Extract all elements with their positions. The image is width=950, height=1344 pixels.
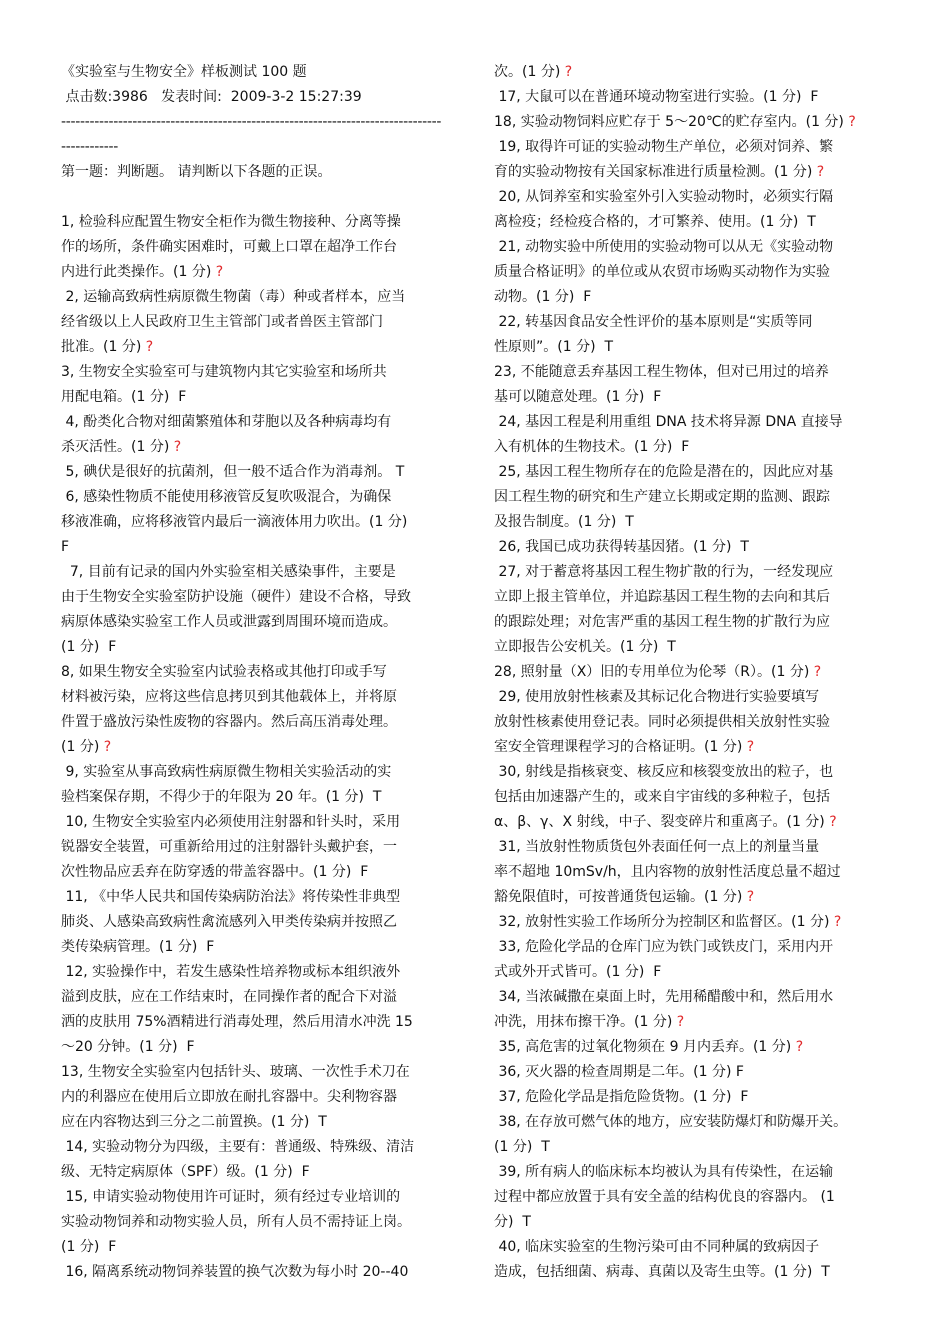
answer-mark: ? bbox=[564, 64, 573, 80]
question-text: 38, 在存放可燃气体的地方，应安装防爆灯和防爆开关。 bbox=[494, 1114, 848, 1130]
question-text: 26, 我国已成功获得转基因猪。(1 分) bbox=[494, 539, 741, 555]
question-text: 31, 当放射性物质货包外表面任何一点上的剂量当量 bbox=[494, 839, 820, 855]
question-line bbox=[494, 710, 898, 735]
question-text: 5, 碘伏是很好的抗菌剂，但一般不适合作为消毒剂。 bbox=[61, 464, 396, 480]
answer-mark: ? bbox=[746, 889, 755, 905]
question-text: 杀灭活性。(1 分) bbox=[61, 439, 174, 455]
question-line bbox=[61, 635, 459, 660]
question-line bbox=[494, 310, 898, 335]
question-line bbox=[61, 710, 459, 735]
question-text: 14, 实验动物分为四级，主要有：普通级、特殊级、清洁 bbox=[61, 1139, 415, 1155]
question-line bbox=[61, 435, 459, 460]
question-text: 8, 如果生物安全实验室内试验表格或其他打印或手写 bbox=[61, 664, 387, 680]
question-line bbox=[494, 335, 898, 360]
question-text: 经省级以上人民政府卫生主管部门或者兽医主管部门 bbox=[61, 314, 383, 330]
separator-line-tail: ------------ bbox=[61, 139, 119, 155]
question-line bbox=[494, 535, 898, 560]
question-line bbox=[494, 635, 898, 660]
question-item bbox=[61, 560, 459, 660]
question-text: 16, 隔离系统动物饲养装置的换气次数为每小时 20--40 bbox=[61, 1264, 409, 1280]
question-text: 移液准确，应将移液管内最后一滴液体用力吹出。(1 分) bbox=[61, 514, 408, 530]
answer-mark: ? bbox=[795, 1039, 804, 1055]
question-text: 32, 放射性实验工作场所分为控制区和监督区。(1 分) bbox=[494, 914, 834, 930]
question-line bbox=[494, 1135, 898, 1160]
answer-mark: ? bbox=[829, 814, 837, 830]
question-text: α、β、γ、X 射线，中子、裂变碎片和重离子。(1 分) bbox=[494, 814, 830, 830]
question-text: 34, 当浓碱撒在桌面上时，先用稀醋酸中和，然后用水 bbox=[494, 989, 834, 1005]
question-item bbox=[494, 360, 898, 410]
question-line bbox=[61, 735, 459, 760]
question-line bbox=[494, 110, 898, 135]
question-text: 24, 基因工程是利用重组 DNA 技术将异源 DNA 直接导 bbox=[494, 414, 843, 430]
question-line bbox=[61, 385, 459, 410]
answer-mark: ? bbox=[173, 439, 182, 455]
question-item bbox=[494, 910, 898, 935]
question-text: 11, 《中华人民共和国传染病防治法》将传染性非典型 bbox=[61, 889, 401, 905]
question-text: 级、无特定病原体（SPF）级。(1 分) bbox=[61, 1164, 302, 1180]
answer-mark: F bbox=[735, 1064, 744, 1080]
question-text: 6, 感染性物质不能使用移液管反复吹吸混合，为确保 bbox=[61, 489, 392, 505]
question-item bbox=[61, 1185, 459, 1260]
question-line bbox=[494, 510, 898, 535]
question-line bbox=[61, 960, 459, 985]
question-text: 40, 临床实验室的生物污染可由不同种属的致病因子 bbox=[494, 1239, 820, 1255]
question-text: 放射性核素使用登记表。同时必须提供相关放射性实验 bbox=[494, 714, 830, 730]
question-text: 20, 从饲养室和实验室外引入实验动物时，必须实行隔 bbox=[494, 189, 834, 205]
question-item bbox=[494, 185, 898, 235]
question-line bbox=[494, 1110, 898, 1135]
question-text: 28, 照射量（X）旧的专用单位为伦琴（R）。(1 分) bbox=[494, 664, 814, 680]
question-text: 病原体感染实验室工作人员或泄露到周围环境而造成。 bbox=[61, 614, 397, 630]
question-text: (1 分) bbox=[61, 639, 109, 655]
question-item bbox=[494, 985, 898, 1035]
question-line bbox=[494, 985, 898, 1010]
question-line bbox=[494, 185, 898, 210]
question-text: 4, 酚类化合物对细菌繁殖体和芽胞以及各种病毒均有 bbox=[61, 414, 392, 430]
question-line bbox=[61, 1235, 459, 1260]
question-text: ～20 分钟。(1 分) bbox=[61, 1039, 187, 1055]
question-item bbox=[494, 1035, 898, 1060]
answer-mark: F bbox=[178, 389, 187, 405]
question-line bbox=[494, 610, 898, 635]
question-text: 批准。(1 分) bbox=[61, 339, 146, 355]
question-line bbox=[61, 610, 459, 635]
right-column bbox=[494, 60, 898, 1285]
answer-mark: T bbox=[821, 1264, 830, 1280]
question-line bbox=[61, 835, 459, 860]
question-text: 验档案保存期，不得少于的年限为 20 年。(1 分) bbox=[61, 789, 373, 805]
question-line bbox=[61, 585, 459, 610]
question-text: 立即报告公安机关。(1 分) bbox=[494, 639, 668, 655]
answer-mark: T bbox=[541, 1139, 550, 1155]
question-text: 实验动物饲养和动物实验人员，所有人员不需持证上岗。 bbox=[61, 1214, 411, 1230]
question-text: 锐器安全装置，可重新给用过的注射器针头戴护套，一 bbox=[61, 839, 397, 855]
question-text: 因工程生物的研究和生产建立长期或定期的监测、跟踪 bbox=[494, 489, 830, 505]
question-line bbox=[61, 785, 459, 810]
question-text: 过程中都应放置于具有安全盖的结构优良的容器内。 (1 bbox=[494, 1189, 835, 1205]
question-item bbox=[61, 285, 459, 360]
answer-mark: T bbox=[604, 339, 613, 355]
question-line bbox=[61, 860, 459, 885]
question-text: 洒的皮肤用 75%酒精进行消毒处理，然后用清水冲洗 15 bbox=[61, 1014, 413, 1030]
question-line bbox=[61, 410, 459, 435]
question-text: 33, 危险化学品的仓库门应为铁门或铁皮门，采用内开 bbox=[494, 939, 834, 955]
question-line bbox=[494, 410, 898, 435]
answer-mark: ? bbox=[676, 1014, 685, 1030]
question-item bbox=[61, 1135, 459, 1185]
answer-mark: ? bbox=[145, 339, 154, 355]
question-line bbox=[494, 1160, 898, 1185]
question-item bbox=[494, 410, 898, 460]
question-item bbox=[61, 960, 459, 1060]
question-line bbox=[61, 1110, 459, 1135]
question-line bbox=[494, 585, 898, 610]
question-text: 27, 对于蓄意将基因工程生物扩散的行为，一经发现应 bbox=[494, 564, 834, 580]
question-text: 豁免限值时，可按普通货包运输。(1 分) bbox=[494, 889, 747, 905]
answer-mark: T bbox=[318, 1114, 327, 1130]
question-line bbox=[61, 510, 459, 535]
answer-mark: ? bbox=[215, 264, 224, 280]
answer-mark: ? bbox=[848, 114, 856, 130]
question-text: 包括由加速器产生的，或来自宇宙线的多种粒子，包括 bbox=[494, 789, 830, 805]
question-line bbox=[61, 460, 459, 485]
question-line bbox=[494, 1010, 898, 1035]
question-text: 次性物品应丢弃在防穿透的带盖容器中。(1 分) bbox=[61, 864, 361, 880]
question-line bbox=[494, 760, 898, 785]
question-text: 19, 取得许可证的实验动物生产单位，必须对饲养、繁 bbox=[494, 139, 834, 155]
question-item bbox=[494, 935, 898, 985]
question-line bbox=[61, 910, 459, 935]
answer-mark: ? bbox=[813, 664, 822, 680]
question-line bbox=[494, 1210, 898, 1235]
question-text: 入有机体的生物技术。(1 分) bbox=[494, 439, 682, 455]
question-item bbox=[61, 410, 459, 460]
question-text: 育的实验动物按有关国家标准进行质量检测。(1 分) bbox=[494, 164, 817, 180]
question-text: 及报告制度。(1 分) bbox=[494, 514, 626, 530]
question-item bbox=[494, 235, 898, 310]
question-text: 室安全管理课程学习的合格证明。(1 分) bbox=[494, 739, 747, 755]
answer-mark: ? bbox=[833, 914, 842, 930]
document-title: 《实验室与生物安全》样板测试 100 题 bbox=[61, 64, 307, 80]
question-text: 17, 大鼠可以在普通环境动物室进行实验。(1 分) bbox=[494, 89, 811, 105]
question-text: 39, 所有病人的临床标本均被认为具有传染性，在运输 bbox=[494, 1164, 834, 1180]
question-item bbox=[61, 885, 459, 960]
question-text: (1 分) bbox=[494, 1139, 542, 1155]
question-item bbox=[494, 660, 898, 685]
question-text: 分) bbox=[494, 1214, 523, 1230]
question-item bbox=[494, 1235, 898, 1285]
answer-mark: ? bbox=[816, 164, 825, 180]
question-text: 21, 动物实验中所使用的实验动物可以从无《实验动物 bbox=[494, 239, 834, 255]
question-line bbox=[494, 1235, 898, 1260]
question-item bbox=[494, 1110, 898, 1160]
question-text: 性原则”。(1 分) bbox=[494, 339, 605, 355]
question-text: (1 分) bbox=[61, 739, 104, 755]
answer-mark: F bbox=[108, 639, 117, 655]
question-line bbox=[61, 1010, 459, 1035]
question-line bbox=[61, 310, 459, 335]
answer-mark: F bbox=[740, 1089, 749, 1105]
question-text: 立即上报主管单位，并追踪基因工程生物的去向和其后 bbox=[494, 589, 830, 605]
question-item bbox=[494, 1060, 898, 1085]
question-text: 造成，包括细菌、病毒、真菌以及寄生虫等。(1 分) bbox=[494, 1264, 822, 1280]
question-line bbox=[494, 235, 898, 260]
question-line bbox=[61, 1260, 459, 1285]
question-line bbox=[61, 1085, 459, 1110]
question-text: 类传染病管理。(1 分) bbox=[61, 939, 207, 955]
answer-mark: F bbox=[583, 289, 592, 305]
question-line bbox=[494, 685, 898, 710]
question-line bbox=[494, 835, 898, 860]
question-item bbox=[494, 1160, 898, 1235]
answer-mark: F bbox=[681, 439, 690, 455]
answer-mark: F bbox=[301, 1164, 310, 1180]
question-item bbox=[61, 360, 459, 410]
question-line bbox=[494, 210, 898, 235]
question-text: 的跟踪处理；对危害严重的基因工程生物的扩散行为应 bbox=[494, 614, 830, 630]
question-item bbox=[494, 460, 898, 535]
answer-mark: T bbox=[395, 464, 405, 480]
question-item bbox=[494, 135, 898, 185]
question-item bbox=[61, 460, 459, 485]
question-line bbox=[61, 885, 459, 910]
question-line bbox=[61, 535, 459, 560]
answer-mark: F bbox=[653, 389, 662, 405]
answer-mark: F bbox=[360, 864, 369, 880]
question-item bbox=[61, 485, 459, 560]
question-text: 9, 实验室从事高致病性病原微生物相关实验活动的实 bbox=[61, 764, 392, 780]
question-text: 10, 生物安全实验室内必须使用注射器和针头时，采用 bbox=[61, 814, 401, 830]
question-line bbox=[494, 460, 898, 485]
question-text: 18, 实验动物饲料应贮存于 5～20℃的贮存室内。(1 分) bbox=[494, 114, 849, 130]
question-text: 29, 使用放射性核素及其标记化合物进行实验要填写 bbox=[494, 689, 820, 705]
answer-mark: T bbox=[625, 514, 634, 530]
question-item bbox=[494, 85, 898, 110]
question-text: 2, 运输高致病性病原微生物菌（毒）种或者样本，应当 bbox=[61, 289, 406, 305]
question-line bbox=[494, 660, 898, 685]
question-text: 基可以随意处理。(1 分) bbox=[494, 389, 654, 405]
question-text: 23, 不能随意丢弃基因工程生物体，但对已用过的培养 bbox=[494, 364, 829, 380]
question-item bbox=[61, 760, 459, 810]
question-item bbox=[61, 1260, 459, 1285]
question-text: 7, 目前有记录的国内外实验室相关感染事件，主要是 bbox=[61, 564, 396, 580]
question-line bbox=[494, 735, 898, 760]
question-line bbox=[61, 485, 459, 510]
question-line bbox=[61, 1035, 459, 1060]
answer-mark: T bbox=[372, 789, 382, 805]
question-list-right bbox=[494, 60, 898, 1285]
question-line bbox=[61, 810, 459, 835]
question-item bbox=[494, 560, 898, 660]
question-line bbox=[61, 285, 459, 310]
question-item bbox=[494, 835, 898, 910]
question-line bbox=[494, 60, 898, 85]
question-line bbox=[494, 860, 898, 885]
answer-mark: ? bbox=[746, 739, 755, 755]
question-text: 溢到皮肤，应在工作结束时，在同操作者的配合下对溢 bbox=[61, 989, 397, 1005]
question-text: 12, 实验操作中，若发生感染性培养物或标本组织液外 bbox=[61, 964, 401, 980]
question-line bbox=[61, 235, 459, 260]
question-text: 15, 申请实验动物使用许可证时，须有经过专业培训的 bbox=[61, 1189, 401, 1205]
left-column bbox=[61, 60, 459, 1285]
question-item bbox=[494, 110, 898, 135]
question-line bbox=[494, 285, 898, 310]
question-text: 30, 射线是指核衰变、核反应和核裂变放出的粒子，也 bbox=[494, 764, 834, 780]
question-text: 25, 基因工程生物所存在的危险是潜在的，因此应对基 bbox=[494, 464, 834, 480]
answer-mark: F bbox=[810, 89, 819, 105]
question-line bbox=[494, 1185, 898, 1210]
answer-mark: T bbox=[807, 214, 816, 230]
answer-mark: F bbox=[653, 964, 662, 980]
question-line bbox=[494, 85, 898, 110]
answer-mark: T bbox=[740, 539, 749, 555]
question-text: 率不超地 10mSv/h，且内容物的放射性活度总量不超过 bbox=[494, 864, 841, 880]
question-item bbox=[61, 660, 459, 760]
question-line bbox=[494, 1060, 898, 1085]
question-item bbox=[494, 60, 898, 85]
question-text: 肺炎、人感染高致病性禽流感列入甲类传染病并按照乙 bbox=[61, 914, 397, 930]
question-line bbox=[494, 785, 898, 810]
answer-mark: T bbox=[667, 639, 676, 655]
question-item bbox=[494, 685, 898, 760]
question-line bbox=[61, 660, 459, 685]
question-item bbox=[494, 1085, 898, 1110]
question-line bbox=[494, 960, 898, 985]
question-line bbox=[494, 1035, 898, 1060]
question-line bbox=[61, 685, 459, 710]
question-text: 36, 灭火器的检查周期是二年。(1 分) bbox=[494, 1064, 736, 1080]
question-line bbox=[61, 1185, 459, 1210]
question-text: 37, 危险化学品是指危险货物。(1 分) bbox=[494, 1089, 741, 1105]
question-text: 应在内容物达到三分之二前置换。(1 分) bbox=[61, 1114, 319, 1130]
question-line bbox=[61, 360, 459, 385]
question-line bbox=[494, 435, 898, 460]
question-text: 次。(1 分) bbox=[494, 64, 565, 80]
question-text: 用配电箱。(1 分) bbox=[61, 389, 179, 405]
answer-mark: F bbox=[206, 939, 215, 955]
question-text: 动物。(1 分) bbox=[494, 289, 584, 305]
question-line bbox=[494, 810, 898, 835]
question-text: 13, 生物安全实验室内包括针头、玻璃、一次性手术刀在 bbox=[61, 1064, 410, 1080]
question-text: 由于生物安全实验室防护设施（硬件）建设不合格，导致 bbox=[61, 589, 411, 605]
question-line bbox=[61, 1160, 459, 1185]
question-line bbox=[61, 935, 459, 960]
separator-line: -------------------------------------------------------------------------------- bbox=[61, 114, 442, 130]
question-text: 件置于盛放污染性废物的容器内。然后高压消毒处理。 bbox=[61, 714, 397, 730]
question-line bbox=[61, 260, 459, 285]
question-item bbox=[494, 310, 898, 360]
question-text: 材料被污染，应将这些信息拷贝到其他载体上，并将原 bbox=[61, 689, 397, 705]
question-text: 3, 生物安全实验室可与建筑物内其它实验室和场所共 bbox=[61, 364, 387, 380]
question-list-left bbox=[61, 210, 459, 1285]
question-line bbox=[494, 910, 898, 935]
answer-mark: ? bbox=[103, 739, 112, 755]
question-line bbox=[494, 135, 898, 160]
question-item bbox=[494, 760, 898, 835]
question-line bbox=[61, 560, 459, 585]
question-line bbox=[494, 560, 898, 585]
question-line bbox=[494, 1085, 898, 1110]
question-line bbox=[494, 1260, 898, 1285]
question-line bbox=[61, 210, 459, 235]
question-text: 离检疫；经检疫合格的，才可繁养、使用。(1 分) bbox=[494, 214, 808, 230]
question-line bbox=[61, 1060, 459, 1085]
answer-mark: F bbox=[61, 539, 70, 555]
question-text: 作的场所，条件确实困难时，可戴上口罩在超净工作台 bbox=[61, 239, 397, 255]
question-text: (1 分) bbox=[61, 1239, 109, 1255]
question-line bbox=[61, 1135, 459, 1160]
question-line bbox=[494, 160, 898, 185]
question-line bbox=[494, 485, 898, 510]
question-text: 35, 高危害的过氧化物须在 9 月内丢弃。(1 分) bbox=[494, 1039, 796, 1055]
question-line bbox=[61, 335, 459, 360]
question-text: 22, 转基因食品安全性评价的基本原则是“实质等同 bbox=[494, 314, 813, 330]
question-text: 冲洗，用抹布擦干净。(1 分) bbox=[494, 1014, 677, 1030]
document-meta: 点击数:3986 发表时间: 2009-3-2 15:27:39 bbox=[61, 89, 362, 105]
question-text: 内的利器应在使用后立即放在耐扎容器中。尖利物容器 bbox=[61, 1089, 397, 1105]
question-line bbox=[494, 885, 898, 910]
question-line bbox=[494, 260, 898, 285]
answer-mark: T bbox=[522, 1214, 531, 1230]
question-line bbox=[61, 760, 459, 785]
blank-line bbox=[61, 185, 459, 210]
question-text: 内进行此类操作。(1 分) bbox=[61, 264, 216, 280]
question-item bbox=[494, 535, 898, 560]
question-text: 质量合格证明》的单位或从农贸市场购买动物作为实验 bbox=[494, 264, 830, 280]
question-text: 1, 检验科应配置生物安全柜作为微生物接种、分离等操 bbox=[61, 214, 401, 230]
question-item bbox=[61, 1060, 459, 1135]
question-line bbox=[61, 1210, 459, 1235]
question-line bbox=[494, 360, 898, 385]
question-item bbox=[61, 810, 459, 885]
question-line bbox=[61, 985, 459, 1010]
question-line bbox=[494, 385, 898, 410]
answer-mark: F bbox=[186, 1039, 195, 1055]
question-line bbox=[494, 935, 898, 960]
answer-mark: F bbox=[108, 1239, 117, 1255]
question-text: 式或外开式皆可。(1 分) bbox=[494, 964, 654, 980]
section-title: 第一题：判断题。 请判断以下各题的正误。 bbox=[61, 164, 332, 180]
question-item bbox=[61, 210, 459, 285]
